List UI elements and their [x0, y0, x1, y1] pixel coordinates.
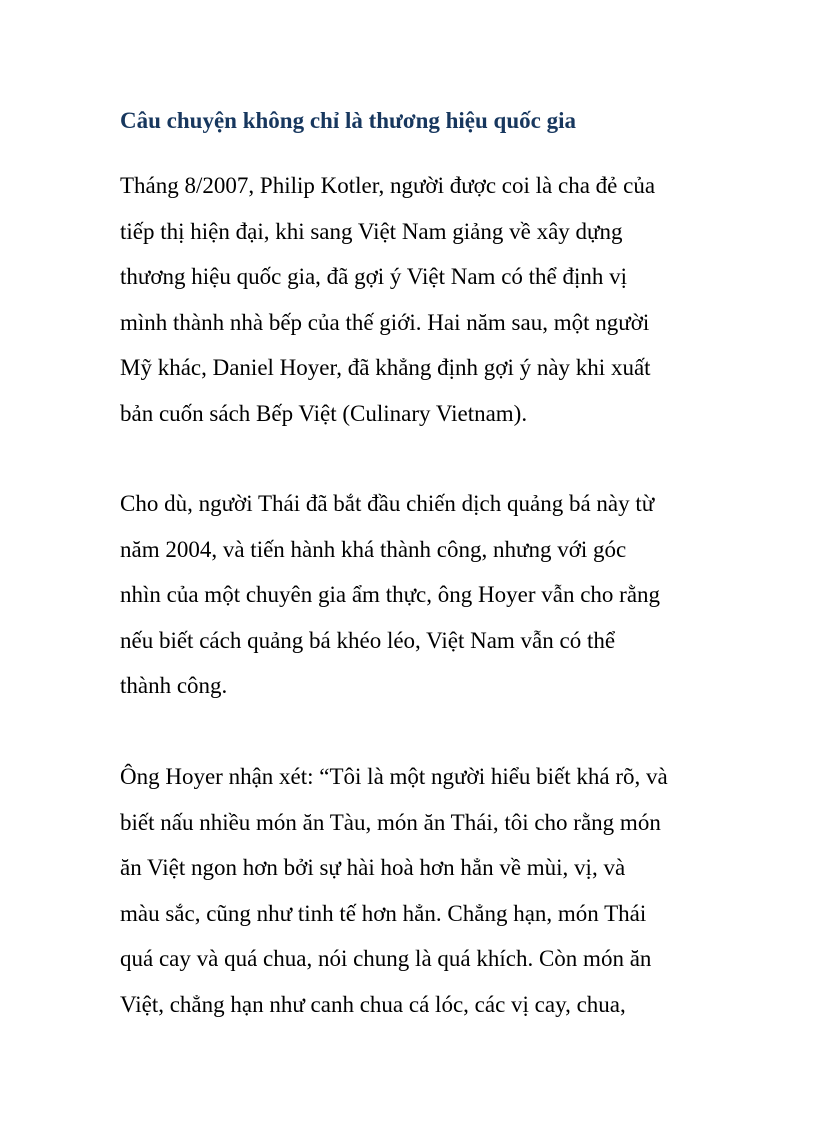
paragraph-line: biết nấu nhiều món ăn Tàu, món ăn Thái, tôi cho rằng món: [120, 809, 661, 835]
paragraph-line: Cho dù, người Thái đã bắt đầu chiến dịch quảng bá này từ: [120, 491, 655, 516]
document-title: Câu chuyện không chỉ là thương hiệu quốc gia: [120, 108, 576, 133]
paragraph-line: ăn Việt ngon hơn bởi sự hài hoà hơn hẳn về mùi, vị, và: [120, 855, 626, 880]
paragraph-line: Ông Hoyer nhận xét: “Tôi là một người hiểu biết khá rõ, và: [120, 764, 668, 789]
paragraph-line: Mỹ khác, Daniel Hoyer, đã khẳng định gợi ý này khi xuất: [120, 355, 651, 380]
paragraph-line: quá cay và quá chua, nói chung là quá khích. Còn món ăn: [120, 946, 652, 971]
paragraph-line: nhìn của một chuyên gia ẩm thực, ông Hoyer vẫn cho rằng: [120, 582, 661, 607]
paragraph-3: [120, 754, 668, 1027]
paragraph-line: thành công.: [120, 673, 228, 698]
paragraph-line: thương hiệu quốc gia, đã gợi ý Việt Nam có thể định vị: [120, 264, 628, 289]
paragraph-line: Tháng 8/2007, Philip Kotler, người được coi là cha đẻ của: [120, 173, 656, 198]
paragraph-line: nếu biết cách quảng bá khéo léo, Việt Nam vẫn có thể: [120, 627, 616, 653]
paragraph-1: [120, 163, 655, 436]
paragraph-line: màu sắc, cũng như tinh tế hơn hẳn. Chẳng hạn, món Thái: [120, 900, 647, 926]
paragraph-line: năm 2004, và tiến hành khá thành công, nhưng với góc: [120, 536, 627, 562]
document-page: [120, 108, 700, 1017]
paragraph-line: Việt, chẳng hạn như canh chua cá lóc, các vị cay, chua,: [120, 991, 626, 1017]
paragraph-line: tiếp thị hiện đại, khi sang Việt Nam giảng về xây dựng: [120, 218, 623, 244]
paragraph-2: [120, 481, 660, 709]
paragraph-line: mình thành nhà bếp của thế giới. Hai năm sau, một người: [120, 309, 650, 335]
paragraph-line: bản cuốn sách Bếp Việt (Culinary Vietnam).: [120, 400, 528, 426]
